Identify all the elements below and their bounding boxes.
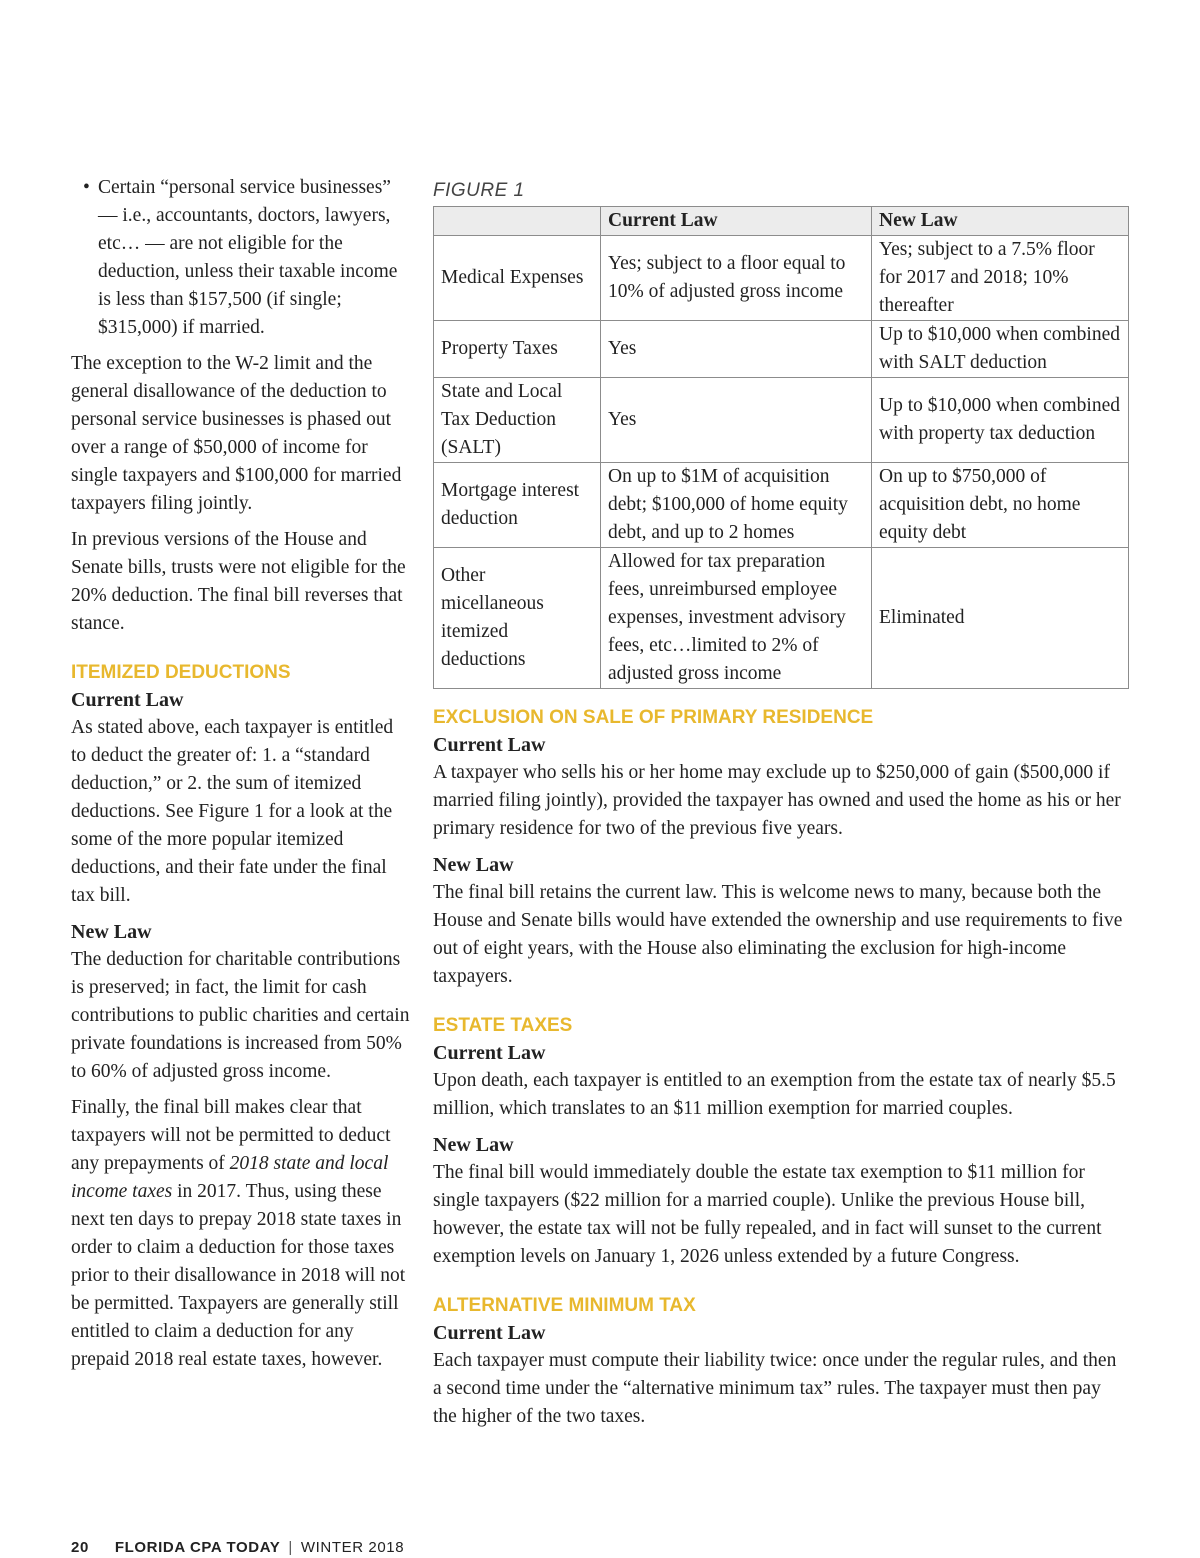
table-cell: Yes; subject to a floor equal to 10% of adjusted gross income xyxy=(601,236,872,321)
section-heading-amt: ALTERNATIVE MINIMUM TAX xyxy=(433,1295,696,1316)
paragraph-itemized-final xyxy=(71,1094,411,1374)
paragraph-itemized-current: As stated above, each taxpayer is entitled to deduct the greater of: 1. a “standard deduction,” or 2. the sum of itemized deductions. See Figure 1 for a look at the some of the more popular itemized deductions, and their fate under the final tax bill. xyxy=(71,717,394,906)
subheading-current-law: Current Law xyxy=(433,1322,546,1344)
table-cell: On up to $750,000 of acquisition debt, no home equity debt xyxy=(872,463,1129,548)
figure-label: FIGURE 1 xyxy=(433,180,525,201)
final-text-italic: 2018 state and local income taxes xyxy=(71,1153,389,1202)
table-cell: Yes xyxy=(601,378,872,463)
paragraph-itemized-new: The deduction for charitable contributions is preserved; in fact, the limit for cash contributions to public charities and certain private foundations is increased from 50% to 60% of adjusted gross income. xyxy=(71,949,410,1082)
figure-table xyxy=(433,206,1129,689)
bullet-text: Certain “personal service businesses” — i.e., accountants, doctors, lawyers, etc… — are not eligible for the deduction, unless their taxable income is less than $157,500 (if single; $315,000) if married. xyxy=(98,177,398,338)
table-row xyxy=(434,548,1129,689)
table-cell: Mortgage interest deduction xyxy=(434,463,601,548)
paragraph-exclusion-current: A taxpayer who sells his or her home may exclude up to $250,000 of gain ($500,000 if married filing jointly), provided the taxpayer has owned and used the home as his or her primary residence for two of the previous five years. xyxy=(433,762,1121,839)
paragraph-estate-new: The final bill would immediately double the estate tax exemption to $11 million for single taxpayers ($22 million for a married couple). Unlike the previous House bill, however, the estate tax will not be fully repealed, and in fact will sunset to the current exemption levels on January 1, 2026 unless extended by a future Congress. xyxy=(433,1162,1102,1267)
subheading-current-law: Current Law xyxy=(433,734,546,756)
section-heading-itemized: ITEMIZED DEDUCTIONS xyxy=(71,662,291,683)
section-heading-estate: ESTATE TAXES xyxy=(433,1015,573,1036)
section-heading-exclusion: EXCLUSION ON SALE OF PRIMARY RESIDENCE xyxy=(433,707,874,728)
page-footer xyxy=(71,1539,404,1556)
subheading-current-law: Current Law xyxy=(71,689,184,711)
table-cell: Medical Expenses xyxy=(434,236,601,321)
subheading-new-law: New Law xyxy=(71,921,152,943)
magazine-title: FLORIDA CPA TODAY xyxy=(114,1539,281,1556)
paragraph-exclusion-new: The final bill retains the current law. This is welcome news to many, because both the House and Senate bills would have extended the ownership and use requirements to five out of eight years, with the House also eliminating the exclusion for high-income taxpayers. xyxy=(433,882,1123,987)
table-cell: Eliminated xyxy=(872,548,1129,689)
right-column xyxy=(433,178,1129,1439)
table-cell: State and Local Tax Deduction (SALT) xyxy=(434,378,601,463)
paragraph-amt-current: Each taxpayer must compute their liability twice: once under the regular rules, and then a second time under the “alternative minimum tax” rules. The taxpayer must then pay the higher of the two taxes. xyxy=(433,1350,1117,1427)
left-column xyxy=(71,174,411,1382)
final-text-post: in 2017. Thus, using these next ten days to prepay 2018 state taxes in order to claim a deduction for those taxes prior to their disallowance in 2018 will not be permitted. Taxpayers are generally still entitled to claim a deduction for any prepaid 2018 real estate taxes, however. xyxy=(71,1181,406,1370)
paragraph-estate-current: Upon death, each taxpayer is entitled to an exemption from the estate tax of nearly $5.5 million, which translates to an $11 million exemption for married couples. xyxy=(433,1070,1116,1119)
subheading-new-law: New Law xyxy=(433,854,514,876)
table-row xyxy=(434,321,1129,378)
table-cell: Up to $10,000 when combined with SALT deduction xyxy=(872,321,1129,378)
paragraph-phaseout: The exception to the W-2 limit and the general disallowance of the deduction to personal service businesses is phased out over a range of $50,000 of income for single taxpayers and $100,000 for married taxpayers filing jointly. xyxy=(71,353,402,514)
table-row xyxy=(434,463,1129,548)
subheading-new-law: New Law xyxy=(433,1134,514,1156)
table-cell: Allowed for tax preparation fees, unreimbursed employee expenses, investment advisory fees, etc…limited to 2% of adjusted gross income xyxy=(601,548,872,689)
footer-separator: | xyxy=(288,1539,293,1556)
table-cell: Other micellaneous itemized deductions xyxy=(434,548,601,689)
subheading-current-law: Current Law xyxy=(433,1042,546,1064)
page-number: 20 xyxy=(71,1539,89,1556)
table-header-cell: Current Law xyxy=(601,207,872,236)
bullet-item xyxy=(71,174,411,342)
table-header-row xyxy=(434,207,1129,236)
paragraph-trusts: In previous versions of the House and Senate bills, trusts were not eligible for the 20% deduction. The final bill reverses that stance. xyxy=(71,529,406,634)
table-cell: Yes; subject to a 7.5% floor for 2017 and 2018; 10% thereafter xyxy=(872,236,1129,321)
issue-label: WINTER 2018 xyxy=(300,1539,405,1556)
bullet-icon: • xyxy=(83,177,90,198)
table-cell: Property Taxes xyxy=(434,321,601,378)
final-text-pre: Finally, the final bill makes clear that taxpayers will not be permitted to deduct any prepayments of xyxy=(71,1097,391,1174)
table-row xyxy=(434,378,1129,463)
table-header-cell: New Law xyxy=(872,207,1129,236)
table-header-cell xyxy=(434,207,601,236)
table-cell: Up to $10,000 when combined with property tax deduction xyxy=(872,378,1129,463)
table-row xyxy=(434,236,1129,321)
table-cell: On up to $1M of acquisition debt; $100,000 of home equity debt, and up to 2 homes xyxy=(601,463,872,548)
table-cell: Yes xyxy=(601,321,872,378)
